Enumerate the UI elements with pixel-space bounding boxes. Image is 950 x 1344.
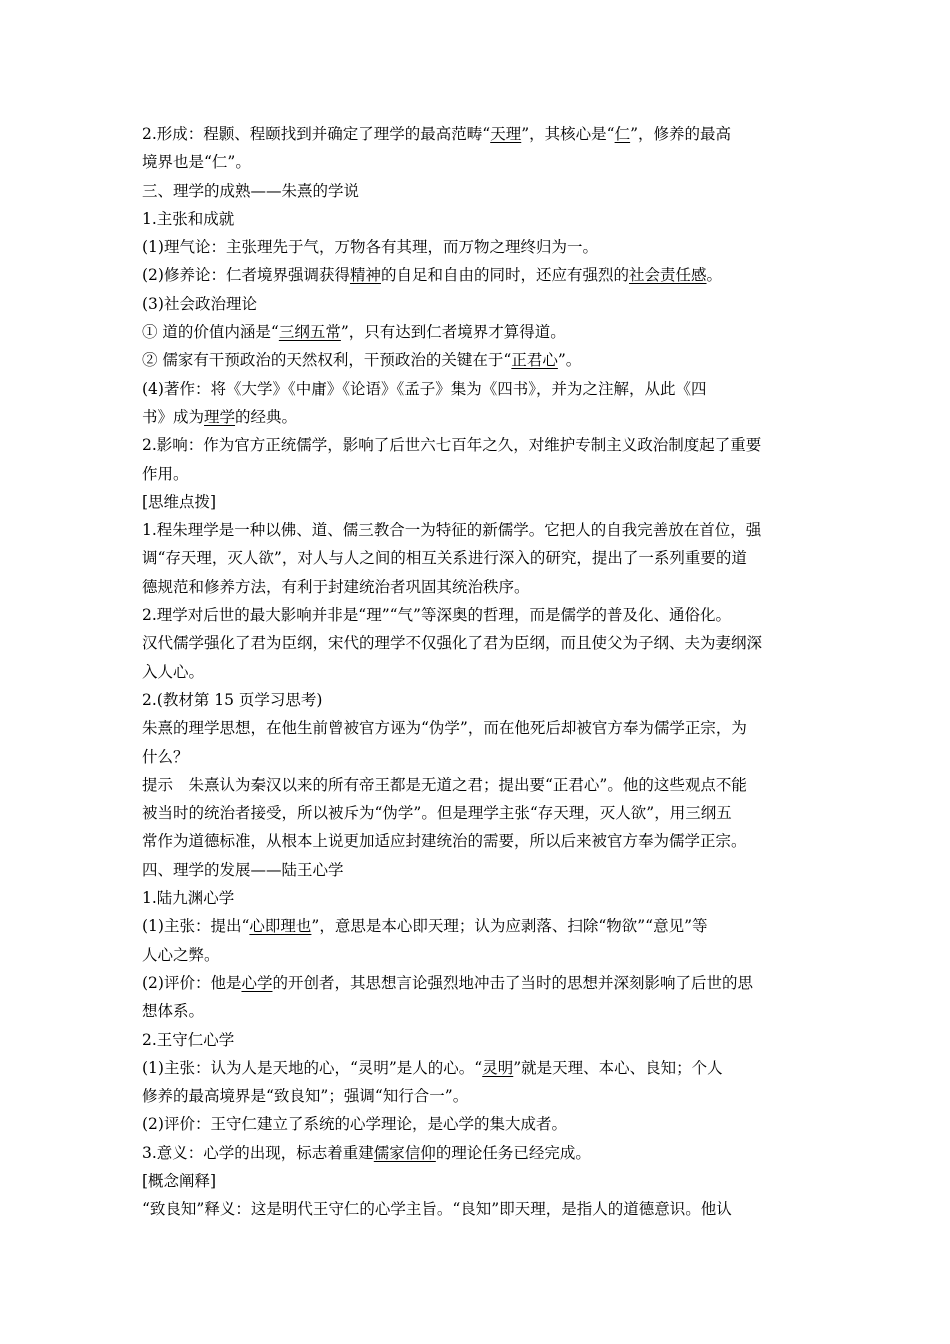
text-segment: 入人心。 bbox=[142, 662, 205, 681]
text-line bbox=[142, 997, 814, 1025]
text-segment: 汉代儒学强化了君为臣纲，宋代的理学不仅强化了君为臣纲，而且使父为子纲、夫为妻纲深 bbox=[142, 634, 763, 653]
text-line bbox=[142, 346, 814, 374]
text-segment: 的自足和自由的同时，还应有强烈的 bbox=[380, 266, 629, 285]
text-segment: ”，其核心是“ bbox=[521, 125, 615, 143]
text-line bbox=[142, 884, 814, 912]
text-line bbox=[142, 771, 814, 799]
text-segment: 被当时的统治者接受，所以被斥为“伪学”。但是理学主张“存天理，灭人欲”，用三纲五 bbox=[142, 804, 732, 823]
text-line bbox=[142, 403, 814, 431]
text-line bbox=[142, 941, 814, 969]
text-line bbox=[142, 714, 814, 742]
text-line bbox=[142, 233, 814, 261]
text-segment: 的经典。 bbox=[235, 407, 298, 426]
underlined-keyword: 三纲五常 bbox=[278, 323, 341, 342]
text-line bbox=[142, 573, 814, 601]
text-segment: ② 儒家有干预政治的天然权利，干预政治的关键在于“ bbox=[142, 351, 512, 370]
text-line bbox=[142, 488, 814, 516]
text-line bbox=[142, 743, 814, 771]
text-line bbox=[142, 601, 814, 629]
text-segment: 三、理学的成熟——朱熹的学说 bbox=[142, 181, 360, 200]
text-segment: 的开创者，其思想言论强烈地冲击了当时的思想并深刻影响了后世的思 bbox=[272, 973, 753, 992]
underlined-keyword: 儒家信仰 bbox=[373, 1143, 436, 1162]
text-segment: [概念阐释] bbox=[142, 1171, 217, 1190]
text-segment: 四、理学的发展——陆王心学 bbox=[142, 860, 344, 879]
text-segment: (1)主张：认为人是天地的心，“灵明”是人的心。“ bbox=[142, 1058, 483, 1077]
text-line bbox=[142, 375, 814, 403]
text-line bbox=[142, 969, 814, 997]
text-segment: (2)评价：王守仁建立了系统的心学理论，是心学的集大成者。 bbox=[142, 1115, 567, 1134]
text-segment: 。 bbox=[706, 266, 723, 285]
text-segment: 1.程朱理学是一种以佛、道、儒三教合一为特征的新儒学。它把人的自我完善放在首位，强 bbox=[142, 521, 762, 540]
text-segment: 境界也是“仁”。 bbox=[142, 153, 251, 172]
text-segment: (2)修养论：仁者境界强调获得 bbox=[142, 266, 350, 285]
text-segment: 提示 朱熹认为秦汉以来的所有帝王都是无道之君；提出要“正君心”。他的这些观点不能 bbox=[142, 775, 747, 794]
text-segment: 人心之弊。 bbox=[142, 945, 220, 964]
text-line bbox=[142, 318, 814, 346]
text-line bbox=[142, 1195, 814, 1223]
text-segment: 想体系。 bbox=[142, 1002, 205, 1021]
text-segment: 2.(教材第 15 页学习思考) bbox=[142, 690, 323, 709]
text-line bbox=[142, 120, 814, 148]
text-line bbox=[142, 431, 814, 459]
text-line bbox=[142, 1167, 814, 1195]
text-line bbox=[142, 912, 814, 940]
text-segment: 1.陆九渊心学 bbox=[142, 889, 235, 908]
text-line bbox=[142, 686, 814, 714]
text-segment: [思维点拨] bbox=[142, 492, 217, 511]
text-segment: 作用。 bbox=[142, 464, 189, 483]
text-line bbox=[142, 799, 814, 827]
text-segment: 1.主张和成就 bbox=[142, 209, 235, 228]
text-line bbox=[142, 1082, 814, 1110]
text-segment: 德规范和修养方法，有利于封建统治者巩固其统治秩序。 bbox=[142, 577, 530, 596]
text-segment: 修养的最高境界是“致良知”；强调“知行合一”。 bbox=[142, 1087, 469, 1106]
underlined-keyword: 精神 bbox=[349, 266, 381, 285]
text-segment: 3.意义：心学的出现，标志着重建 bbox=[142, 1143, 374, 1162]
text-line bbox=[142, 629, 814, 657]
text-segment: ”，只有达到仁者境界才算得道。 bbox=[340, 323, 566, 342]
text-line bbox=[142, 1054, 814, 1082]
text-segment: (1)主张：提出“ bbox=[142, 917, 250, 936]
text-segment: 书》成为 bbox=[142, 407, 205, 426]
text-line bbox=[142, 516, 814, 544]
text-line bbox=[142, 827, 814, 855]
text-line bbox=[142, 290, 814, 318]
underlined-keyword: 仁 bbox=[614, 125, 631, 143]
text-segment: (3)社会政治理论 bbox=[142, 294, 257, 313]
text-segment: 调“存天理，灭人欲”，对人与人之间的相互关系进行深入的研究，提出了一系列重要的道 bbox=[142, 549, 747, 568]
text-segment: ”，意思是本心即天理；认为应剥落、扫除“物欲”“意见”等 bbox=[311, 917, 708, 936]
text-segment: ”就是天理、本心、良知；个人 bbox=[513, 1058, 723, 1077]
text-line bbox=[142, 148, 814, 176]
text-segment: “致良知”释义：这是明代王守仁的心学主旨。“良知”即天理，是指人的道德意识。他认 bbox=[142, 1200, 732, 1219]
text-line bbox=[142, 658, 814, 686]
text-segment: 朱熹的理学思想，在他生前曾被官方诬为“伪学”，而在他死后却被官方奉为儒学正宗，为 bbox=[142, 719, 747, 738]
text-segment: 常作为道德标准，从根本上说更加适应封建统治的需要，所以后来被官方奉为儒学正宗。 bbox=[142, 832, 747, 851]
text-segment: 2.形成：程颢、程颐找到并确定了理学的最高范畴“ bbox=[142, 125, 491, 143]
text-segment: 什么？ bbox=[142, 747, 189, 766]
underlined-keyword: 天理 bbox=[490, 125, 522, 143]
text-line bbox=[142, 856, 814, 884]
underlined-keyword: 社会责任感 bbox=[629, 266, 707, 285]
text-line bbox=[142, 544, 814, 572]
text-line bbox=[142, 1110, 814, 1138]
text-line bbox=[142, 261, 814, 289]
text-line bbox=[142, 205, 814, 233]
text-segment: 2.理学对后世的最大影响并非是“理”“气”等深奥的哲理，而是儒学的普及化、通俗化。 bbox=[142, 606, 731, 625]
text-line bbox=[142, 1139, 814, 1167]
text-segment: 的理论任务已经完成。 bbox=[435, 1143, 591, 1162]
underlined-keyword: 心学 bbox=[241, 973, 273, 992]
document-page bbox=[142, 120, 814, 1224]
underlined-keyword: 正君心 bbox=[511, 351, 558, 370]
underlined-keyword: 心即理也 bbox=[249, 917, 312, 936]
text-segment: ”，修养的最高 bbox=[630, 125, 732, 143]
text-line bbox=[142, 460, 814, 488]
underlined-keyword: 理学 bbox=[204, 407, 236, 426]
text-segment: ① 道的价值内涵是“ bbox=[142, 323, 279, 342]
text-segment: (4)著作：将《大学》《中庸》《论语》《孟子》集为《四书》，并为之注解，从此《四 bbox=[142, 379, 707, 398]
text-line bbox=[142, 177, 814, 205]
text-line bbox=[142, 1026, 814, 1054]
text-segment: (2)评价：他是 bbox=[142, 973, 242, 992]
underlined-keyword: 灵明 bbox=[482, 1058, 514, 1077]
text-segment: (1)理气论：主张理先于气，万物各有其理，而万物之理终归为一。 bbox=[142, 238, 598, 257]
text-segment: ”。 bbox=[557, 351, 582, 370]
text-segment: 2.王守仁心学 bbox=[142, 1030, 235, 1049]
text-segment: 2.影响：作为官方正统儒学，影响了后世六七百年之久，对维护专制主义政治制度起了重要 bbox=[142, 436, 762, 455]
